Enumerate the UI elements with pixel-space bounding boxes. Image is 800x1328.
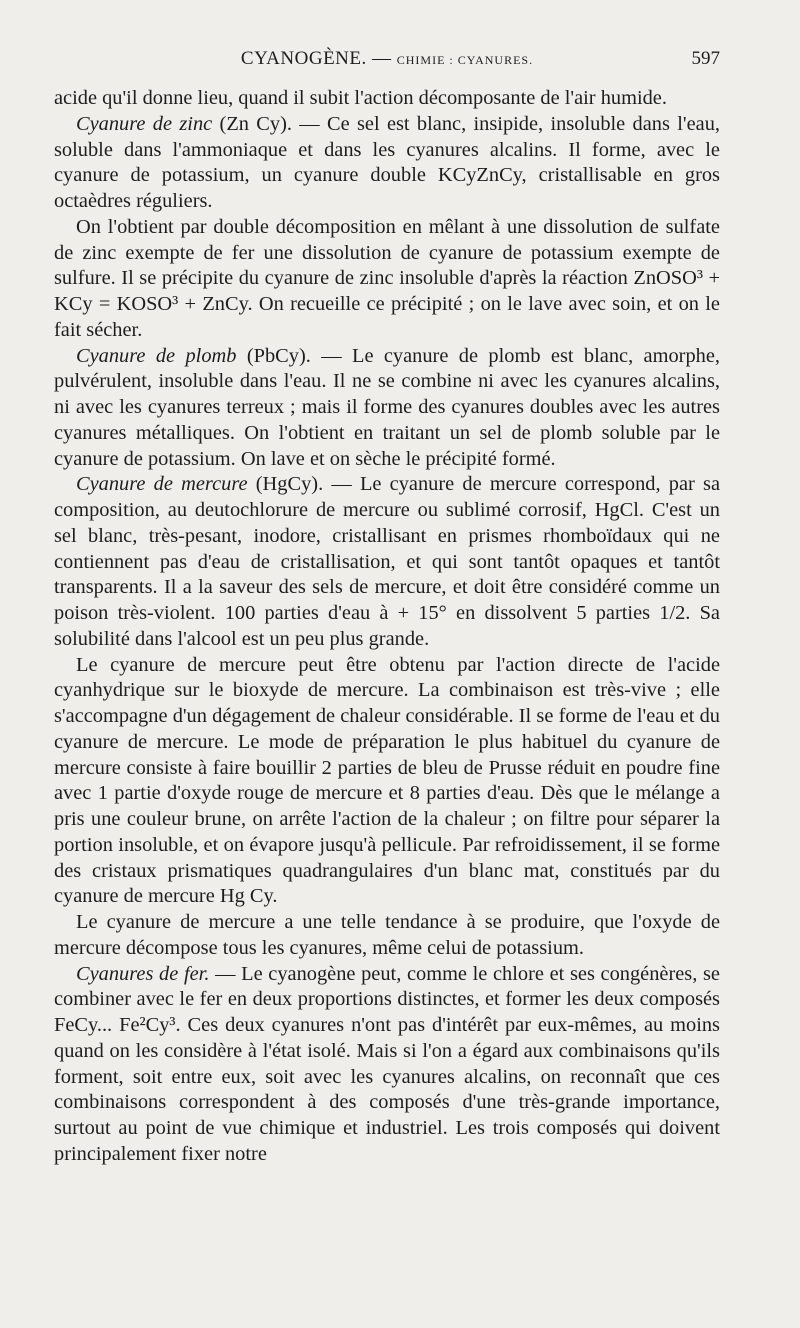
paragraph bbox=[54, 112, 720, 215]
paragraph-text: acide qu'il donne lieu, quand il subit l'action décomposante de l'air humide. bbox=[54, 87, 667, 109]
paragraph-heading: Cyanure de zinc bbox=[76, 112, 213, 135]
paragraph bbox=[54, 344, 720, 473]
paragraph-heading: Cyanures de fer. bbox=[76, 962, 210, 985]
running-header bbox=[54, 48, 720, 74]
paragraph-text: — Le cyanogène peut, comme le chlore et ses congénères, se combiner avec le fer en deux proportions distinctes, et former les deux composés FeCy... Fe²Cy³. Ces deux cyanures n'ont pas d'intérêt par eux-mêmes, au moins quand on les considère à l'état isolé. Mais si l'on a égard aux combinaisons qu'ils forment, soit entre eux, soit avec les cyanures alcalins, on reconnaît que ces combinaisons correspondent à des composés d'une très-grande importance, surtout au point de vue chimique et industriel. Les trois composés qui doivent principalement fixer notre bbox=[54, 962, 720, 1165]
running-title bbox=[54, 48, 720, 70]
header-title-sub: CHIMIE : CYANURES. bbox=[396, 53, 534, 67]
paragraph-text: On l'obtient par double décomposition en mêlant à une dissolution de sulfate de zinc exempte de fer une dissolution de cyanure de potassium exempte de sulfure. Il se précipite du cyanure de zinc insoluble d'après la réaction ZnOSO³ + KCy = KOSO³ + ZnCy. On recueille ce précipité ; on le lave avec soin, et on le fait sécher. bbox=[54, 215, 720, 341]
paragraph bbox=[54, 215, 720, 344]
paragraph-text: (Zn Cy). — Ce sel est blanc, insipide, insoluble dans l'eau, soluble dans l'ammoniaque et dans les cyanures alcalins. Il forme, avec le cyanure de potassium, un cyanure double KCyZnCy, cristallisable en gros octaèdres réguliers. bbox=[54, 112, 720, 212]
paragraph-text: Le cyanure de mercure a une telle tendance à se produire, que l'oxyde de mercure décompose tous les cyanures, même celui de potassium. bbox=[54, 911, 720, 959]
paragraph bbox=[54, 653, 720, 911]
paragraph-text: (PbCy). — Le cyanure de plomb est blanc, amorphe, pulvérulent, insoluble dans l'eau. Il ne se combine ni avec les cyanures alcalins, ni avec les cyanures terreux ; mais il forme des cyanures doubles avec les autres cyanures métalliques. On l'obtient en traitant un sel de plomb soluble par le cyanure de potassium. On lave et on sèche le précipité formé. bbox=[54, 344, 720, 470]
paragraph-text: Le cyanure de mercure peut être obtenu par l'action directe de l'acide cyanhydrique sur le bioxyde de mercure. La combinaison est très-vive ; elle s'accompagne d'un dégagement de chaleur considérable. Il se forme de l'eau et du cyanure de mercure. Le mode de préparation le plus habituel du cyanure de mercure consiste à faire bouillir 2 parties de bleu de Prusse réduit en poudre fine avec 1 partie d'oxyde rouge de mercure et 8 parties d'eau. Dès que le mélange a pris une couleur brune, on arrête l'action de la chaleur ; on filtre pour séparer la portion insoluble, et on évapore jusqu'à pellicule. Par refroidissement, il se forme des cristaux prismatiques quadrangulaires d'un blanc mat, constitués par du cyanure de mercure Hg Cy. bbox=[54, 653, 720, 908]
header-title-main: CYANOGÈNE. bbox=[240, 48, 367, 69]
paragraph bbox=[54, 910, 720, 962]
paragraph bbox=[54, 86, 720, 112]
page-body bbox=[54, 86, 720, 1168]
paragraph bbox=[54, 962, 720, 1168]
paragraph-text: (HgCy). — Le cyanure de mercure correspond, par sa composition, au deutochlorure de mercure ou sublimé corrosif, HgCl. C'est un sel blanc, très-pesant, inodore, cristallisant en prismes rhomboïdaux qui ne contiennent pas d'eau de cristallisation, et qui sont tantôt opaques et tantôt transparents. Il a la saveur des sels de mercure, et doit être considéré comme un poison très-violent. 100 parties d'eau à + 15° en dissolvent 5 parties 1/2. Sa solubilité dans l'alcool est un peu plus grande. bbox=[54, 473, 720, 650]
header-title-dash: — bbox=[372, 48, 392, 69]
paragraph bbox=[54, 472, 720, 652]
paragraph-heading: Cyanure de plomb bbox=[76, 344, 237, 367]
paragraph-heading: Cyanure de mercure bbox=[76, 473, 248, 496]
page-number: 597 bbox=[691, 48, 720, 69]
